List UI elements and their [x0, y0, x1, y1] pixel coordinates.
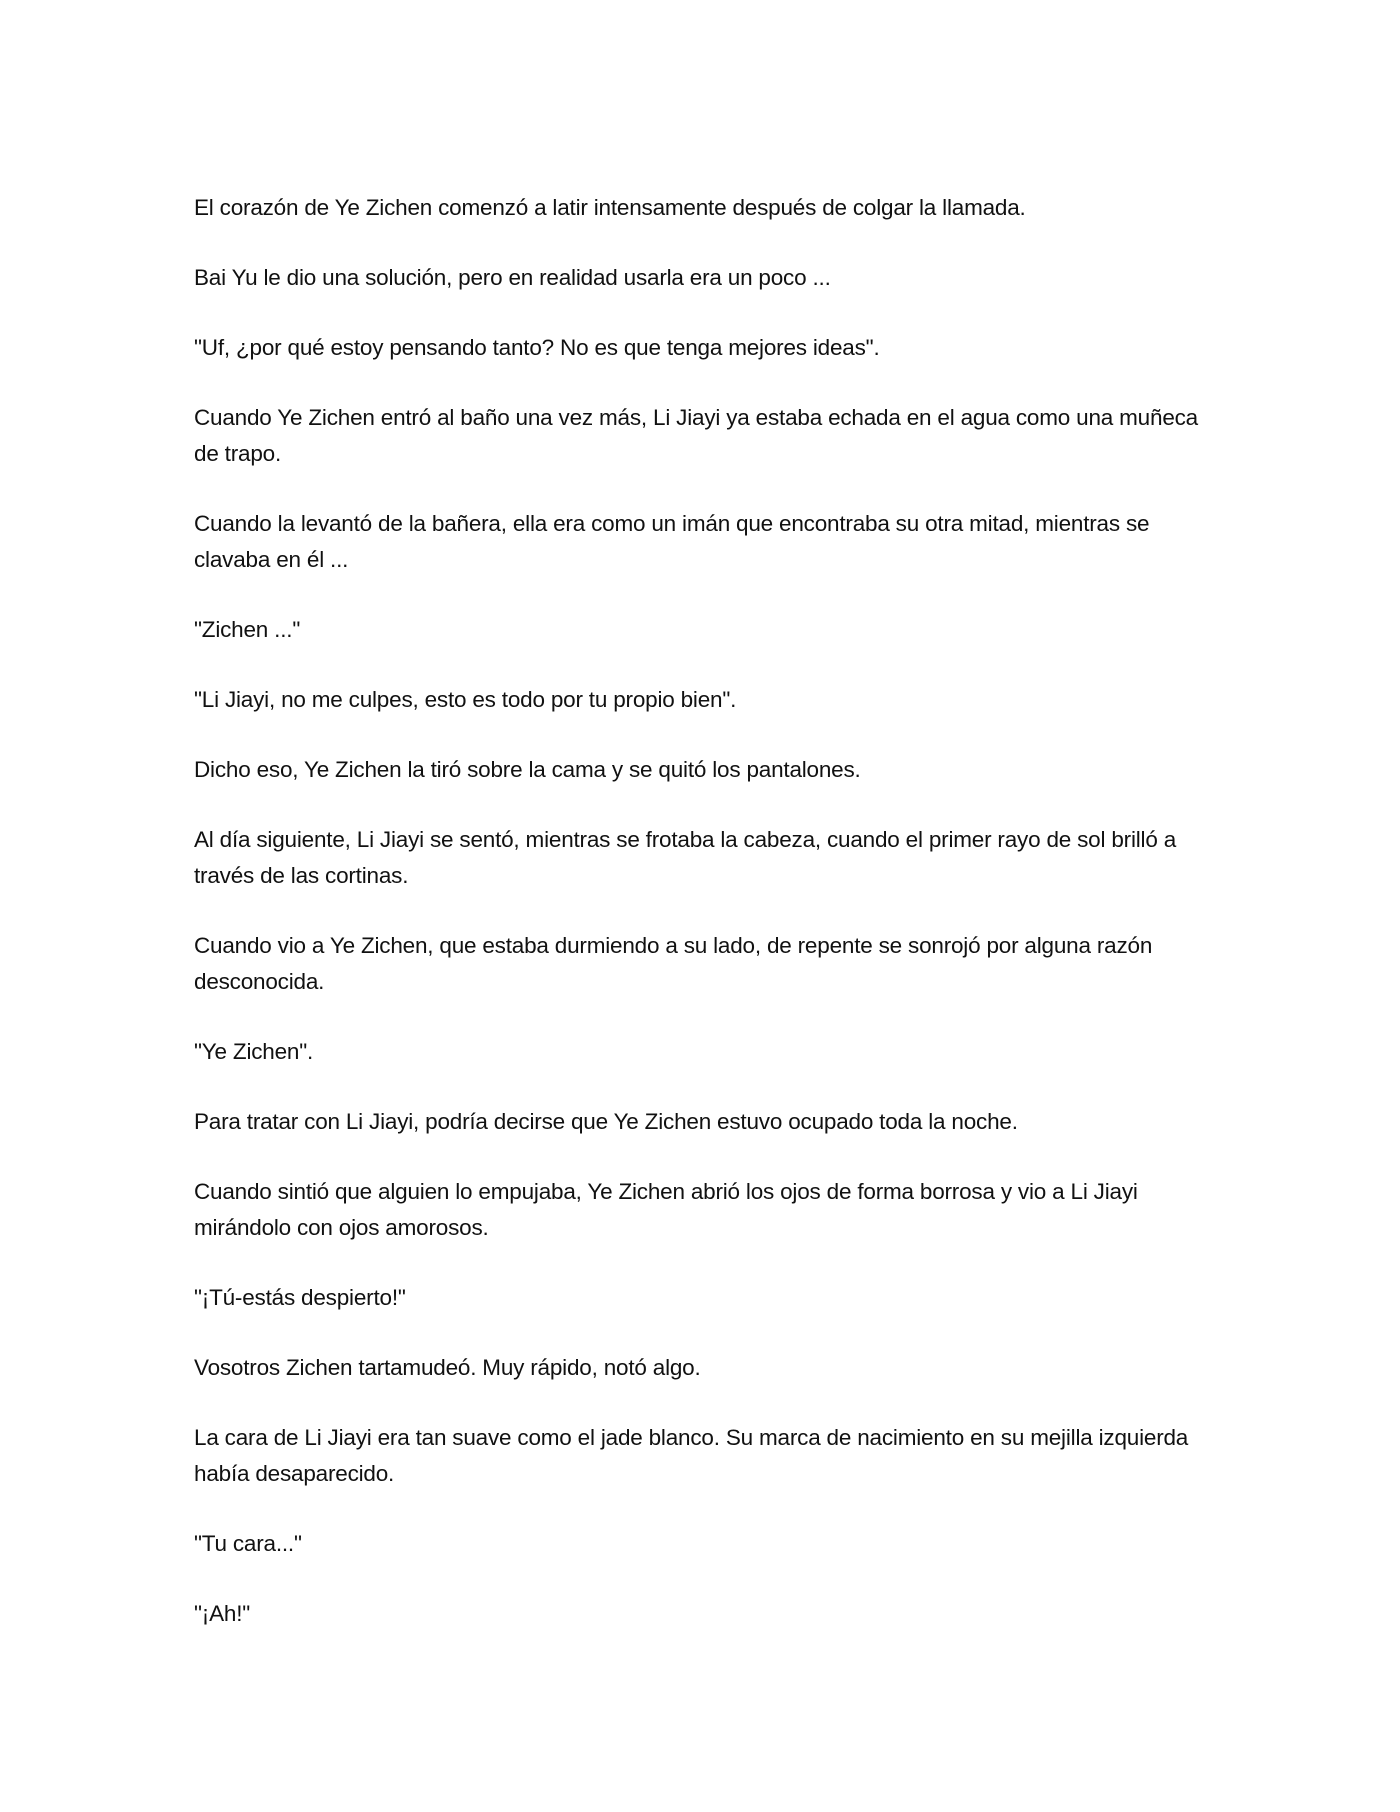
paragraph: Bai Yu le dio una solución, pero en realidad usarla era un poco ... [194, 265, 831, 290]
paragraph: Al día siguiente, Li Jiayi se sentó, mientras se frotaba la cabeza, cuando el primer rayo de sol brilló a través de las cortinas. [194, 827, 1177, 888]
paragraph: La cara de Li Jiayi era tan suave como el jade blanco. Su marca de nacimiento en su mejilla izquierda había desaparecido. [194, 1425, 1189, 1486]
paragraph: "Li Jiayi, no me culpes, esto es todo por tu propio bien". [194, 687, 737, 712]
paragraph: Cuando vio a Ye Zichen, que estaba durmiendo a su lado, de repente se sonrojó por alguna razón desconocida. [194, 933, 1153, 994]
document-body [194, 190, 1224, 1666]
paragraph: Cuando sintió que alguien lo empujaba, Ye Zichen abrió los ojos de forma borrosa y vio a Li Jiayi mirándolo con ojos amorosos. [194, 1179, 1138, 1240]
paragraph: Para tratar con Li Jiayi, podría decirse que Ye Zichen estuvo ocupado toda la noche. [194, 1109, 1018, 1134]
paragraph: "Zichen ..." [194, 617, 301, 642]
paragraph: "¡Ah!" [194, 1601, 251, 1626]
paragraph: "¡Tú-estás despierto!" [194, 1285, 406, 1310]
paragraph: Vosotros Zichen tartamudeó. Muy rápido, notó algo. [194, 1355, 701, 1380]
paragraph: Dicho eso, Ye Zichen la tiró sobre la cama y se quitó los pantalones. [194, 757, 861, 782]
paragraph: Cuando la levantó de la bañera, ella era como un imán que encontraba su otra mitad, mientras se clavaba en él ... [194, 511, 1150, 572]
paragraph: "Tu cara..." [194, 1531, 302, 1556]
paragraph: Cuando Ye Zichen entró al baño una vez más, Li Jiayi ya estaba echada en el agua como una muñeca de trapo. [194, 405, 1198, 466]
paragraph: "Ye Zichen". [194, 1039, 314, 1064]
paragraph: "Uf, ¿por qué estoy pensando tanto? No es que tenga mejores ideas". [194, 335, 880, 360]
paragraph: El corazón de Ye Zichen comenzó a latir intensamente después de colgar la llamada. [194, 195, 1026, 220]
